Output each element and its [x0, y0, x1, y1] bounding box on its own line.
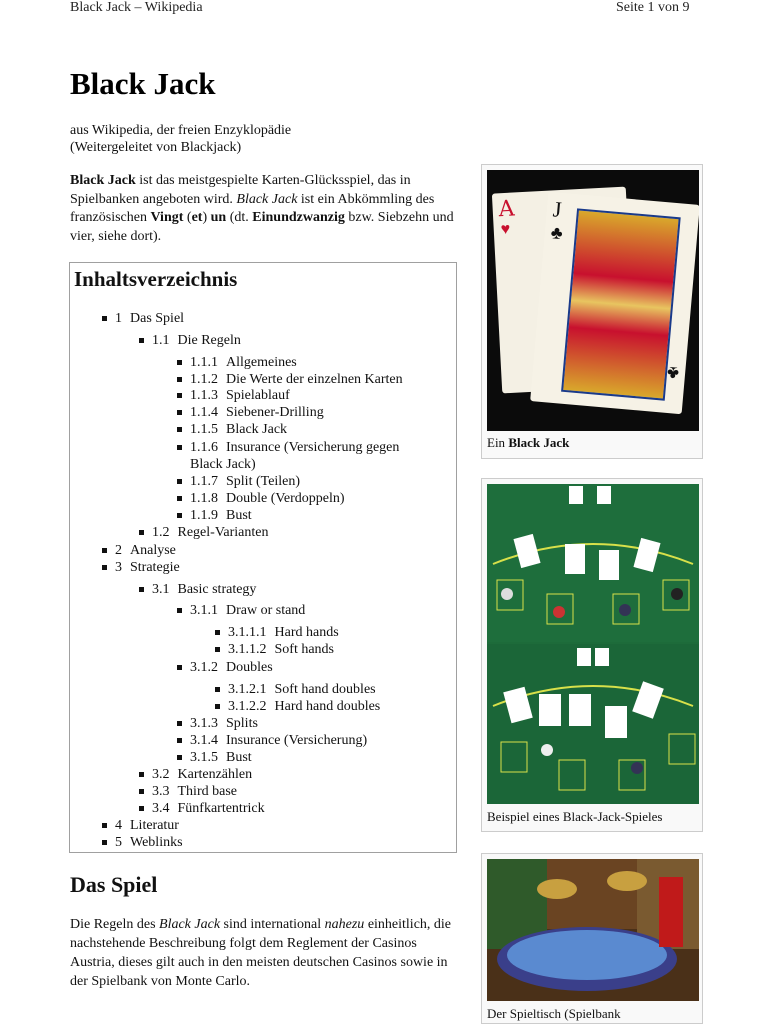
subtitle-redirect[interactable]: (Weitergeleitet von Blackjack)	[70, 140, 242, 155]
toc-number: 3.1.2.2	[228, 699, 267, 714]
header-left: Black Jack – Wikipedia	[70, 0, 203, 15]
toc-number: 4	[115, 818, 122, 833]
toc-number: 3.1.1.2	[228, 642, 267, 657]
intro-text: bzw. Siebzehn und vier, siehe dort).	[70, 210, 454, 244]
toc-label[interactable]: Draw or stand	[226, 603, 306, 618]
toc-label[interactable]: Literatur	[130, 818, 179, 833]
bullet-icon	[139, 806, 144, 811]
section-paragraph	[70, 915, 455, 991]
toc-label[interactable]: Insurance (Versicherung)	[226, 733, 368, 748]
toc-number: 3.1.2.1	[228, 682, 267, 697]
toc-number: 3.1.1.1	[228, 625, 267, 640]
jack-face-art	[561, 208, 681, 400]
toc-label[interactable]: Black Jack)	[190, 457, 256, 472]
toc-label[interactable]: Split (Teilen)	[226, 474, 301, 489]
toc-item[interactable]	[115, 310, 184, 327]
bullet-icon	[139, 587, 144, 592]
toc-label[interactable]: Die Werte der einzelnen Karten	[226, 372, 403, 387]
bullet-icon	[139, 338, 144, 343]
black-jack-cards-image[interactable]	[487, 170, 699, 431]
intro-italic: Black Jack	[236, 191, 298, 207]
intro-text: (dt.	[226, 210, 253, 225]
toc-item[interactable]	[152, 783, 237, 800]
toc-number: 3.1.5	[190, 750, 218, 765]
toc-item[interactable]	[190, 456, 256, 473]
toc-item[interactable]	[228, 698, 380, 715]
toc-label[interactable]: Soft hand doubles	[274, 682, 376, 697]
bullet-icon	[177, 665, 182, 670]
toc-item[interactable]	[152, 766, 252, 783]
toc-number: 5	[115, 835, 122, 850]
bullet-icon	[177, 496, 182, 501]
figure-caption: Der Spieltisch (Spielbank	[487, 1006, 621, 1021]
toc-item[interactable]	[152, 581, 256, 598]
toc-number: 1.1.3	[190, 388, 218, 403]
toc-number: 1.1.8	[190, 491, 218, 506]
toc-label[interactable]: Insurance (Versicherung gegen	[226, 440, 400, 455]
toc-title: Inhaltsverzeichnis	[74, 267, 238, 291]
toc-label[interactable]: Bust	[226, 750, 252, 765]
toc-number: 3.4	[152, 801, 170, 816]
toc-label[interactable]: Hard hands	[274, 625, 339, 640]
bullet-icon	[177, 721, 182, 726]
toc-label[interactable]: Fünfkartentrick	[177, 801, 265, 816]
bullet-icon	[102, 548, 107, 553]
bullet-icon	[102, 565, 107, 570]
toc-number: 1.1.7	[190, 474, 218, 489]
toc-item[interactable]	[190, 404, 324, 421]
para-text: sind international	[220, 917, 325, 932]
bullet-icon	[177, 755, 182, 760]
toc-item[interactable]	[190, 749, 252, 766]
toc-label[interactable]: Regel-Varianten	[177, 525, 269, 540]
toc-item[interactable]	[190, 715, 258, 732]
toc-number: 3.1	[152, 582, 170, 597]
toc-label[interactable]: Allgemeines	[226, 355, 297, 370]
para-text: einheitlich, die nachstehende Beschreibung folgt dem Reglement der Casinos Austria, dieses gilt auch in den meisten deutschen Casinos sowie in der Spielbank von Monte Carlo.	[70, 917, 452, 989]
jack-card	[530, 192, 699, 414]
bullet-icon	[177, 738, 182, 743]
intro-text: )	[202, 210, 211, 225]
figure-black-jack	[481, 164, 703, 459]
toc-number: 1.2	[152, 525, 170, 540]
toc-item[interactable]	[190, 387, 290, 404]
ace-rank: A	[498, 196, 516, 223]
toc-item[interactable]	[152, 332, 241, 349]
bullet-icon	[215, 647, 220, 652]
toc-item[interactable]	[190, 421, 287, 438]
intro-bold: Einundzwanzig	[252, 210, 345, 225]
toc-number: 2	[115, 543, 122, 558]
toc-label[interactable]: Siebener-Drilling	[226, 405, 324, 420]
bullet-icon	[177, 479, 182, 484]
toc-label[interactable]: Analyse	[130, 543, 176, 558]
jack-rank: J	[551, 196, 563, 222]
bullet-icon	[102, 316, 107, 321]
toc-item[interactable]	[190, 490, 345, 507]
toc-number: 3.2	[152, 767, 170, 782]
casino-table-image[interactable]	[487, 859, 699, 1001]
para-italic: nahezu	[324, 917, 365, 932]
bullet-icon	[139, 530, 144, 535]
toc-item[interactable]	[228, 641, 334, 658]
subtitle	[70, 122, 291, 156]
toc-label[interactable]: Strategie	[130, 560, 180, 575]
toc-label[interactable]: Die Regeln	[177, 333, 241, 348]
page-title: Black Jack	[70, 66, 216, 101]
bullet-icon	[215, 630, 220, 635]
bullet-icon	[215, 704, 220, 709]
bullet-icon	[102, 840, 107, 845]
toc-label[interactable]: Double (Verdoppeln)	[226, 491, 345, 506]
toc-number: 3.1.1	[190, 603, 218, 618]
blackjack-game-image[interactable]	[487, 484, 699, 804]
toc-number: 3.1.2	[190, 660, 218, 675]
page-counter: Seite 1 von 9	[616, 0, 690, 15]
para-text: Die Regeln des	[70, 917, 160, 932]
toc-label[interactable]: Bust	[226, 508, 252, 523]
bullet-icon	[177, 393, 182, 398]
bullet-icon	[177, 377, 182, 382]
toc-item[interactable]	[190, 354, 297, 371]
bullet-icon	[139, 772, 144, 777]
toc-item[interactable]	[190, 602, 305, 619]
toc-label[interactable]: Third base	[177, 784, 237, 799]
bullet-icon	[177, 360, 182, 365]
toc-label[interactable]: Spielablauf	[226, 388, 290, 403]
toc-label[interactable]: Black Jack	[226, 422, 288, 437]
toc-item[interactable]	[228, 681, 376, 698]
intro-text: ist ein Abkömmling des französischen	[70, 191, 435, 225]
casino-table-drawing	[487, 859, 699, 1001]
bullet-icon	[177, 608, 182, 613]
intro-bold: un	[210, 210, 227, 225]
para-italic: Black Jack	[159, 917, 221, 932]
club-icon-bottom: ♣	[666, 362, 680, 384]
toc-label[interactable]: Soft hands	[274, 642, 334, 657]
table-felt-drawing	[487, 484, 699, 804]
bullet-icon	[215, 687, 220, 692]
toc-item[interactable]	[152, 524, 268, 541]
toc-label[interactable]: Splits	[226, 716, 258, 731]
bullet-icon	[102, 823, 107, 828]
toc-number: 3.1.4	[190, 733, 218, 748]
toc-number: 1.1.5	[190, 422, 218, 437]
toc-number: 1	[115, 311, 122, 326]
toc-number: 1.1.1	[190, 355, 218, 370]
bullet-icon	[177, 513, 182, 518]
toc-number: 1.1.6	[190, 440, 218, 455]
toc-item[interactable]	[228, 624, 339, 641]
bullet-icon	[177, 410, 182, 415]
toc-label[interactable]: Basic strategy	[177, 582, 257, 597]
club-icon: ♣	[550, 222, 564, 244]
section-heading: Das Spiel	[70, 872, 158, 897]
figure-table	[481, 853, 703, 1024]
intro-text: ist das meistgespielte Karten-Glücksspiel, das in Spielbanken angeboten wird.	[70, 173, 411, 207]
toc-label[interactable]: Kartenzählen	[177, 767, 253, 782]
caption-bold[interactable]: Black Jack	[508, 435, 570, 450]
heart-icon: ♥	[500, 220, 511, 239]
bullet-icon	[139, 789, 144, 794]
toc-number: 1.1	[152, 333, 170, 348]
toc-item[interactable]	[190, 371, 403, 388]
intro-term: Black Jack	[70, 173, 136, 188]
toc-item[interactable]	[190, 507, 252, 524]
toc-number: 1.1.4	[190, 405, 218, 420]
figure-game-example	[481, 478, 703, 832]
toc-item[interactable]	[115, 834, 183, 851]
intro-paragraph	[70, 172, 455, 246]
toc-number: 1.1.2	[190, 372, 218, 387]
bullet-icon	[177, 427, 182, 432]
bullet-icon	[177, 445, 182, 450]
toc-item[interactable]	[152, 800, 265, 817]
toc-number: 3.3	[152, 784, 170, 799]
toc-label[interactable]: Das Spiel	[130, 311, 185, 326]
toc-item[interactable]	[190, 659, 273, 676]
toc-item[interactable]	[115, 542, 176, 559]
toc-item[interactable]	[190, 732, 367, 749]
toc-number: 3.1.3	[190, 716, 218, 731]
toc-number: 1.1.9	[190, 508, 218, 523]
toc-label[interactable]: Hard hand doubles	[274, 699, 381, 714]
intro-text: (	[183, 210, 192, 225]
figure-caption: Beispiel eines Black-Jack-Spieles	[487, 809, 663, 824]
toc-item[interactable]	[115, 817, 179, 834]
toc-item[interactable]	[115, 559, 180, 576]
subtitle-source: aus Wikipedia, der freien Enzyklopädie	[70, 123, 292, 138]
intro-bold: et	[191, 210, 203, 225]
toc-label[interactable]: Doubles	[226, 660, 273, 675]
caption-text: Ein	[487, 435, 509, 450]
toc-item[interactable]	[190, 439, 399, 456]
table-of-contents	[69, 262, 457, 853]
toc-number: 3	[115, 560, 122, 575]
intro-bold: Vingt	[150, 210, 184, 225]
toc-item[interactable]	[190, 473, 300, 490]
figure-caption	[487, 435, 569, 451]
toc-label[interactable]: Weblinks	[130, 835, 183, 850]
